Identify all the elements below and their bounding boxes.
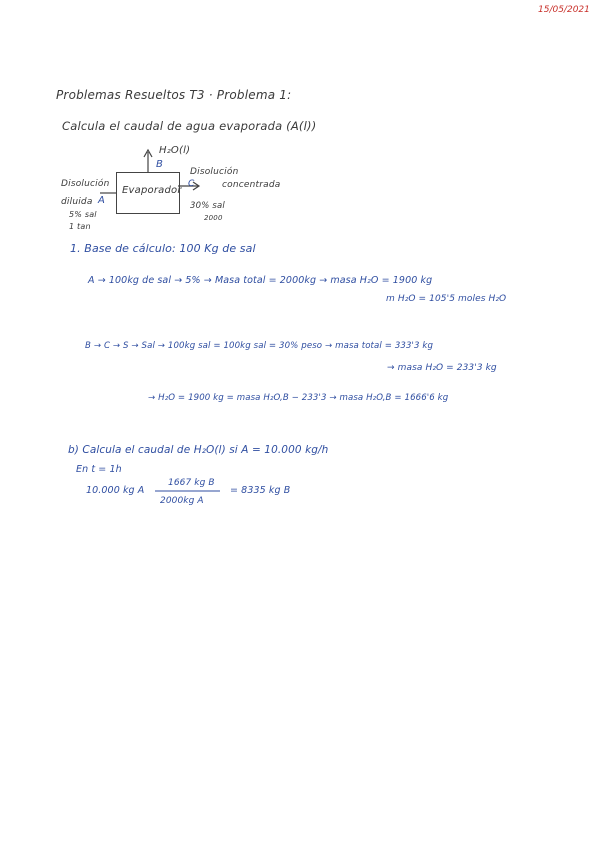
part-a-line2: m H₂O = 105'5 moles H₂O — [386, 294, 507, 304]
left-comp-1: 5% sal — [69, 210, 97, 219]
right-comp-1: 30% sal — [190, 201, 225, 211]
left-comp-2: 1 tan — [69, 222, 91, 231]
part-b-step: b) Calcula el caudal de H₂O(l) si A = 10.000 kg/h — [68, 444, 329, 456]
part-a-line5: → H₂O = 1900 kg = masa H₂O,B − 233'3 → masa H₂O,B = 1666'6 kg — [148, 393, 449, 403]
left-stream-line1: Disolución — [61, 179, 110, 189]
right-comp-2: 2000 — [204, 214, 223, 222]
top-stream-label: H₂O(l) — [159, 145, 191, 156]
right-stream-line1: Disolución — [190, 167, 239, 177]
left-stream-letter: A — [98, 195, 105, 206]
part-b-line1: En t = 1h — [76, 464, 122, 475]
left-stream-line2: diluida — [61, 197, 93, 207]
part-a-line3: B → C → S → Sal → 100kg sal = 100kg sal = 30% peso → masa total = 333'3 kg — [85, 341, 434, 351]
top-stream-letter: B — [156, 159, 163, 170]
part-a-line1: A → 100kg de sal → 5% → Masa total = 2000kg → masa H₂O = 1900 kg — [88, 275, 433, 286]
evaporator-label: Evaporador — [122, 185, 182, 196]
part-b-eq-result: = 8335 kg B — [230, 485, 291, 496]
part-a-line4: → masa H₂O = 233'3 kg — [387, 363, 497, 373]
right-stream-line2: concentrada — [222, 180, 281, 190]
part-a-step: 1. Base de cálculo: 100 Kg de sal — [70, 242, 256, 255]
right-stream-letter: C — [188, 179, 195, 189]
part-b-eq-denominator: 2000kg A — [160, 496, 204, 506]
part-b-eq-numerator: 1667 kg B — [168, 478, 215, 488]
date-stamp: 15/05/2021 — [538, 5, 590, 15]
part-b-eq-left: 10.000 kg A — [86, 485, 145, 496]
problem-statement: Calcula el caudal de agua evaporada (A(l)) — [62, 119, 317, 133]
page-title: Problemas Resueltos T3 · Problema 1: — [56, 88, 292, 102]
